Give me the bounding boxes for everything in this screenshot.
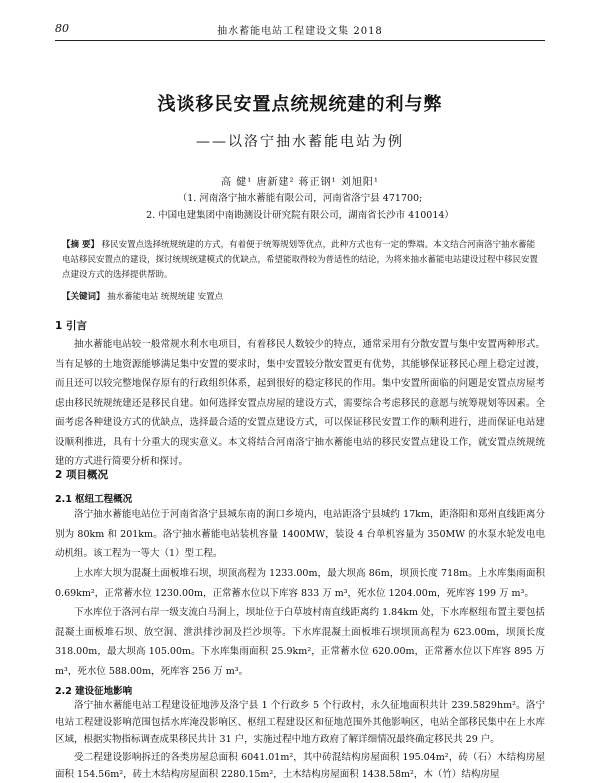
abstract: [62, 238, 538, 283]
subsection-heading-2-2: 2.2 建设征地影响: [55, 686, 133, 697]
abstract-label: 【摘 要】: [62, 240, 99, 250]
subsection-heading-2-1: 2.1 枢纽工程概况: [55, 494, 133, 505]
article-title: 浅谈移民安置点统规统建的利与弊: [157, 94, 443, 115]
affiliation-1: （1. 河南洛宁抽水蓄能有限公司，河南省洛宁县 471700;: [177, 193, 423, 204]
section-1-paragraph: 抽水蓄能电站较一般常规水利水电项目，有着移民人数较少的特点，通常采用有分散安置与集中安置两种形式。当有足够的土地资源能够满足集中安置的要求时，集中安置较分散安置更有优势，其能够保证移民心理上稳定过渡，而且还可以较完整地保存原有的行政组织体系，起到很好的稳定移民的作用。集中安置所面临的问题是安置点房屋考虑由移民统规统建还是移民自建。如何选择安置点房屋的建设方式，需要综合考虑移民的意愿与统筹规划等因素。全面考虑各种建设方式的优缺点，选择最合适的安置点建设方式，可以保证移民安置工作的顺利进行，进而保证电站建设顺利推进，具有十分重大的现实意义。本文将结合河南洛宁抽水蓄能电站的移民安置点建设工作，就安置点统规统建的方式进行简要分析和探讨。: [55, 339, 545, 467]
keywords-text: 抽水蓄能电站 统规统建 安置点: [107, 292, 224, 302]
keywords: [62, 290, 538, 305]
section-heading-1: 1 引言: [55, 320, 87, 332]
affiliation-2: 2. 中国电建集团中南勘测设计研究院有限公司，湖南省长沙市 410014）: [146, 210, 454, 221]
abstract-text: 移民安置点选择统规统建的方式，有着便于统筹规划等优点，此种方式也有一定的弊端。本文结合河南洛宁抽水蓄能电站移民安置点的建设，探讨统规统建模式的优缺点，希望能取得较为普适性的结论，为将来抽水蓄能电站建设过程中移民安置点建设方式的选择提供帮助。: [62, 240, 539, 280]
section-2-1-paragraph-3: 下水库位于洛河右岸一级支流白马涧上，坝址位于白草坡村南直线距离约 1.84km 处，下水库枢纽布置主要包括混凝土面板堆石坝、放空洞、泄洪排沙洞及拦沙坝等。下水库混凝土面板堆石坝坝顶高程为 623.00m，坝顶长度 318.00m，最大坝高 105.00m。下水库集雨面积 25.9km²，正常蓄水位 620.00m，正常蓄水位以下库容 895 万 m³，死水位 588.00m，死库容 256 万 m³。: [55, 607, 545, 677]
section-2-2-paragraph-1: 洛宁抽水蓄能电站工程建设征地涉及洛宁县 1 个行政乡 5 个行政村，永久征地面积共计 239.5829hm²。洛宁电站工程建设影响范围包括水库淹没影响区、枢纽工程建设区和征地范围外其他影响区，电站全部移民集中在上水库区域，根据实物指标调查成果移民共计 31 户，实施过程中地方政府了解详细情况最终确定移民共 29 户。: [55, 700, 545, 745]
section-2-2-paragraph-2: 受二程建设影响拆迁的各类房屋总面积 6041.01m²，其中砖混结构房屋面积 195.04m²，砖（石）木结构房屋面积 154.56m²，砖土木结构房屋面积 2280.15m²，土木结构房屋面积 1438.58m²，木（竹）结构房屋: [55, 752, 545, 780]
page-number: 80: [55, 22, 69, 35]
header-rule: [55, 40, 545, 41]
running-header: [55, 22, 545, 38]
journal-title: 抽水蓄能电站工程建设文集 2018: [217, 26, 383, 37]
article-subtitle: ——以洛宁抽水蓄能电站为例: [196, 134, 404, 150]
section-2-1-paragraph-1: 洛宁抽水蓄能电站位于河南省洛宁县城东南的涧口乡境内，电站距洛宁县城约 17km，距洛阳和郑州直线距离分别为 80km 和 201km。洛宁抽水蓄能电站装机容量 1400MW，装设 4 台单机容量为 350MW 的水泵水轮发电电动机组。该工程为一等大（1）型工程。: [55, 509, 545, 559]
section-heading-2: 2 项目概况: [55, 469, 108, 481]
authors: 高 健¹ 唐新建² 蒋正钢¹ 刘旭阳¹: [221, 177, 379, 188]
section-2-1-paragraph-2: 上水库大坝为混凝土面板堆石坝，坝顶高程为 1233.00m，最大坝高 86m，坝顶长度 718m。上水库集雨面积 0.69km²，正常蓄水位 1230.00m，正常蓄水位以下库容 833 万 m³，死水位 1204.00m，死库容 199 万 m³。: [55, 568, 545, 599]
keywords-label: 【关键词】: [62, 292, 105, 302]
